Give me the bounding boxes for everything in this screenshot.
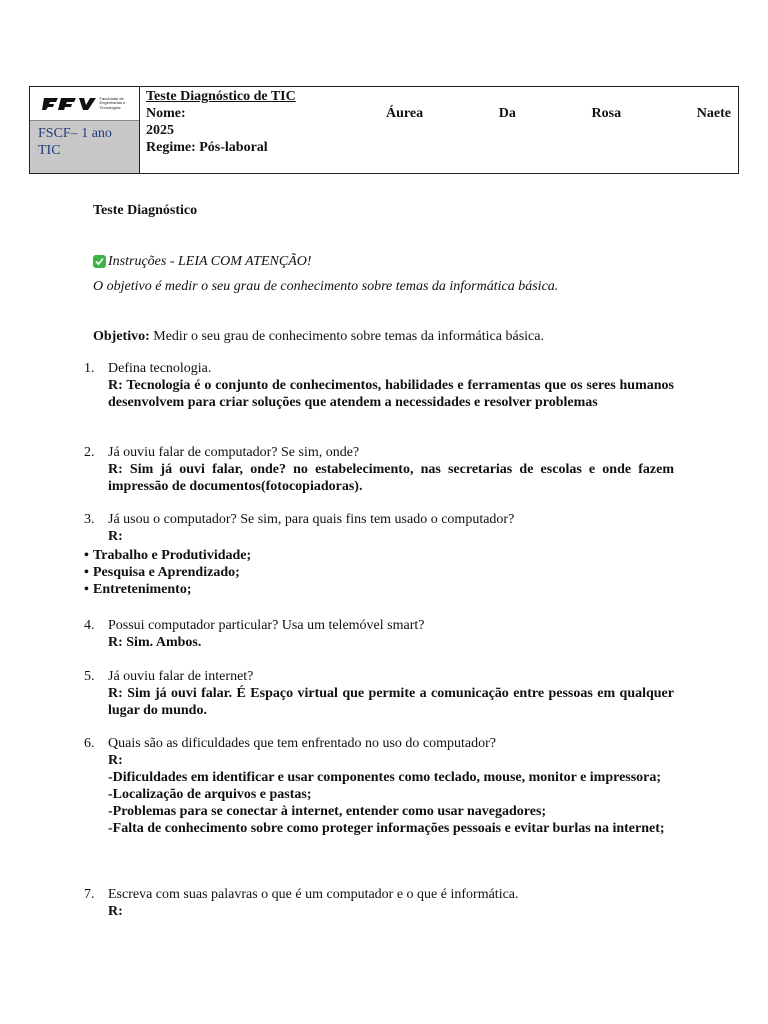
question-number: 5. [84,669,95,684]
answer-text: R: Tecnologia é o conjunto de conhecimentos, habilidades e ferramentas que os seres humanos desenvolvem para criar soluções que atendem a necessidades e resolver problemas [108,378,674,410]
answer-text: R: Sim já ouvi falar. É Espaço virtual que permite a comunicação entre pessoas em qualquer lugar do mundo. [108,686,674,718]
year: 2025 [146,123,174,138]
logo-text: Faculdade de Engenharias e Tecnologias [99,95,126,110]
instructions-heading: Instruções - LEIA COM ATENÇÃO! [108,254,312,269]
logo-cell [30,87,140,173]
question-number: 1. [84,361,95,376]
answer-line: -Dificuldades em identificar e usar componentes como teclado, mouse, monitor e impressora; [108,770,662,785]
objective [93,328,674,345]
list-item-text: Trabalho e Produtividade; [93,548,252,563]
question-number: 3. [84,512,95,527]
question-text: Já ouviu falar de computador? Se sim, onde? [108,445,360,460]
answer-text: R: [108,904,123,919]
name-row [146,105,731,122]
question-text: Escreva com suas palavras o que é um computador e o que é informática. [108,887,519,902]
document-title: Teste Diagnóstico [93,203,198,218]
question-5 [84,668,674,719]
question-text: Possui computador particular? Usa um telemóvel smart? [108,618,425,633]
question-number: 4. [84,618,95,633]
question-3 [84,511,674,545]
question-text: Defina tecnologia. [108,361,212,376]
question-text: Já ouviu falar de internet? [108,669,254,684]
answer-line: -Localização de arquivos e pastas; [108,787,312,802]
question-number: 7. [84,887,95,902]
name-part: Da [498,106,516,121]
instructions-title [93,253,674,270]
question-text: Quais são as dificuldades que tem enfrentado no uso do computador? [108,736,497,751]
checkmark-icon [93,255,106,268]
answer-text: R: Sim. Ambos. [108,635,202,650]
answer-text: R: [108,529,123,544]
list-item: • Pesquisa e Aprendizado; [84,565,240,580]
question-number: 2. [84,445,95,460]
list-item-text: Entretenimento; [93,582,192,597]
q3-bullet-list [84,547,251,598]
answer-text: R: Sim já ouvi falar, onde? no estabelecimento, nas secretarias de escolas e onde fazem impressão de documentos(fotocopiadoras). [108,462,674,494]
objective-label: Objetivo: [93,329,150,344]
question-1 [84,360,674,411]
question-7 [84,886,674,920]
list-item-text: Pesquisa e Aprendizado; [93,565,240,580]
answer-line: -Problemas para se conectar à internet, entender como usar navegadores; [108,804,547,819]
student-name [386,105,731,122]
list-item: • Trabalho e Produtividade; [84,548,252,563]
instructions-text: O objetivo é medir o seu grau de conhecimento sobre temas da informática básica. [93,279,559,294]
answer-line: R: [108,753,123,768]
header-table [29,86,739,174]
answer-line: -Falta de conhecimento sobre como proteger informações pessoais e evitar burlas na internet; [108,821,665,836]
institution-logo-icon [42,97,96,111]
list-item: • Entretenimento; [84,582,192,597]
question-2 [84,444,674,495]
name-part: Naete [696,106,731,121]
objective-text: Medir o seu grau de conhecimento sobre temas da informática básica. [149,329,544,344]
question-6 [84,735,674,837]
test-title: Teste Diagnóstico de TIC [146,89,296,104]
org-label: FSCF– 1 ano TIC [30,121,139,173]
question-text: Já usou o computador? Se sim, para quais fins tem usado o computador? [108,512,515,527]
question-4 [84,617,674,651]
name-label: Nome: [146,106,186,121]
info-cell [140,87,738,173]
regime: Regime: Pós-laboral [146,140,268,155]
name-part: Áurea [386,106,424,121]
question-number: 6. [84,736,95,751]
name-part: Rosa [591,106,622,121]
logo [30,87,139,121]
